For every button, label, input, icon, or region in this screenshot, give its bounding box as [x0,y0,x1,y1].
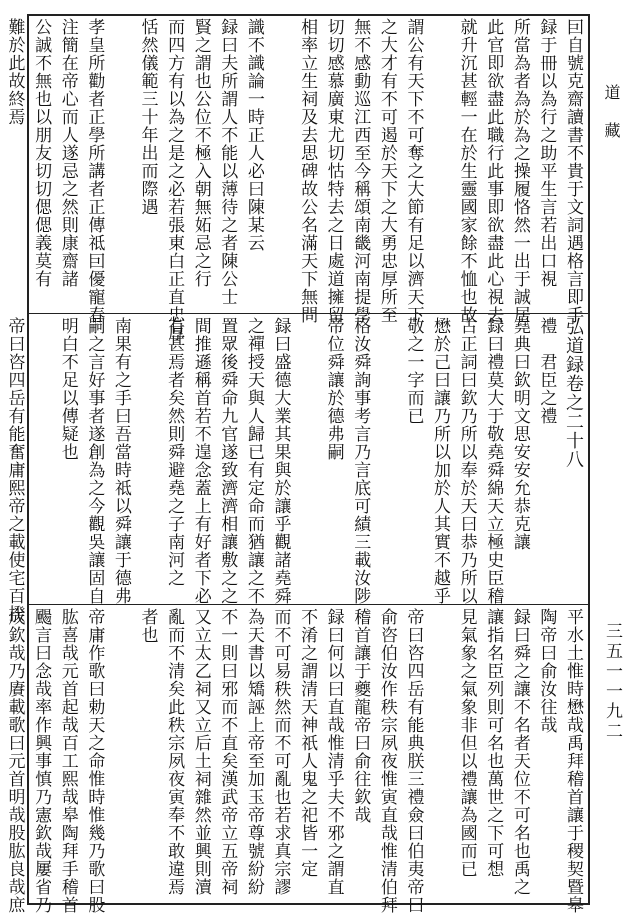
upper-text-columns [0,18,586,342]
upper-text-column: 相率立生祠及去思碑故公名滿天下無問 [297,18,318,324]
middle-text-columns [0,317,586,623]
middle-text-column: 敬之一字而已 [403,317,424,425]
upper-text-column: 孝皇所勸者正學所講者正傳祗囙優寵春 [84,18,105,324]
lower-text-column [107,608,134,901]
middle-text-column: 間推遜稱首若不遑念蓋上有好者下必 [190,317,211,605]
upper-text-column: 難於此故終焉 [4,18,25,126]
middle-text-column [28,317,55,601]
lower-text-column: 不一則曰邪而不直矣漢武帝立五帝祠 [217,608,238,896]
lower-text-panel [4,608,586,914]
upper-text-column: 無不感動巡江西至今稱頌南畿河南提學 [350,18,371,324]
middle-text-column: 格汝舜詢事考言乃言底可績三載汝陟 [350,317,371,605]
lower-text-column: 而不可易秩然而不可亂也若求真宗謬 [270,608,291,896]
middle-text-column: 堯典曰欽明文思安安允恭克讓 [509,317,530,551]
lower-text-column: 不淆之謂清天神祇人鬼之祀皆一定 [297,608,318,878]
lower-text-column: 又立太乙祠又立后土祠雜然並興則瀆 [190,608,211,896]
middle-text-column: 之禪授天與人歸已有定命而猶讓之不 [243,317,264,605]
upper-text-column: 此官即欲盡此職行此事即欲盡此心視去 [483,18,504,324]
middle-text-column [293,317,320,601]
middle-text-column: 古正詞曰欽乃所以奉於天曰恭乃所以 [456,317,477,605]
middle-text-column: 懋於己曰讓乃所以加於人其實不越乎 [430,317,451,605]
lower-text-column: 帝曰咨四岳有能典朕三禮僉曰伯夷帝曰 [403,608,424,914]
lower-text-column: 稽首讓于夔龍帝曰俞往欽哉 [350,608,371,824]
middle-text-column: 有甚焉者矣然則舜避堯之子南河之 [164,317,185,587]
upper-text-column: 謂公有天下不可奪之大節有足以濟天下 [403,18,424,324]
upper-text-column [267,18,294,310]
lower-text-columns [1,608,586,914]
lower-text-column: 讓指名臣列則可名也萬世之下可想 [483,608,504,878]
upper-text-column: 注簡在帝心而人遂忌之然則康齋諸 [57,18,78,288]
lower-text-column: 颺言曰念哉率作興事慎乃憲欽哉屢省乃 [31,608,52,914]
upper-text-column [426,18,453,310]
upper-text-column: 之大才有不可遏於天下之大勇忠厚所至 [376,18,397,324]
middle-text-column: 録曰禮莫大于敬堯舜綿天立極史臣稽 [483,317,504,605]
middle-text-column: 嗣之言好事者遂創為之今觀吳讓固自 [84,317,105,605]
upper-text-column: 恬然儀範三十年出而際遇 [137,18,158,216]
lower-text-column: 成欽哉乃賡載歌曰元首明哉股肱良哉庶 [4,608,25,914]
upper-text-column: 囙自號克齋讀書不貴于文詞遇格言即手 [563,18,583,324]
middle-text-column: 禮 君臣之禮 [536,317,557,425]
lower-text-column: 平水土惟時懋哉禹拜稽首讓于稷契暨皋 [563,608,583,914]
page-frame [4,14,590,914]
upper-text-column: 公誠不無也以朋友切切偲偲義莫有 [31,18,52,288]
lower-text-column: 帝庸作歌曰勅天之命惟時惟幾乃歌曰股 [84,608,105,914]
upper-text-column: 所當為者為於為之操履恪然一出于誠居 [509,18,530,324]
lower-text-column: 肱喜哉元首起哉百工熙哉皋陶拜手稽首 [57,608,78,914]
lower-text-column: 俞咨伯汝作秩宗夙夜惟寅直哉惟清伯拜 [376,608,397,914]
upper-text-column [107,18,134,310]
middle-text-column: 明白不足以傳疑也 [57,317,78,461]
lower-text-column: 為天書以矯誣上帝至加玉帝尊號紛紛 [243,608,264,896]
middle-text-column: 南果有之手曰吾當時祗以舜讓于德弗 [110,317,131,605]
upper-text-column: 而四方有以為之是之必若張東白正直忠厚 [164,18,185,342]
middle-text-column: 弘道録卷之二十八 [563,317,584,469]
middle-text-column: 置眾後舜命九官遂致濟濟相讓敷之之 [217,317,238,605]
middle-text-column: 録曰盛德大業其果與於讓乎觀諸堯舜 [270,317,291,605]
middle-text-column [373,317,400,601]
upper-text-column: 賢之謂也公位不極入朝無妬忌之行 [190,18,211,288]
upper-text-column: 録于冊以為行之助平生言若出口視 [536,18,557,288]
collection-label: 道藏 [602,84,621,160]
middle-text-column: 帝曰咨四岳有能奮庸熙帝之載使宅百揆 [4,317,25,623]
lower-text-column: 録曰舜之讓不名者天位不可名也禹之 [509,608,530,896]
lower-text-column: 者也 [137,608,158,644]
upper-text-column: 切切感慕廣東尤切怙特去之日處道擁留 [323,18,344,324]
lower-text-column [426,608,453,901]
upper-text-column: 識不識論一時正人必曰陳某云 [243,18,264,252]
upper-text-column: 録曰夫所謂人不能以薄待之者陳公士 [217,18,238,306]
lower-text-column: 見氣象之氣象非但以禮讓為國而已 [456,608,477,878]
lower-text-column: 亂而不清矣此秩宗夙夜寅奉不敢違焉 [164,608,185,896]
page-number: 三五一一九二 [602,622,622,742]
lower-text-column: 陶帝曰俞汝往哉 [536,608,557,734]
middle-text-panel [4,317,586,623]
middle-text-column: 帝位舜讓於德弗嗣 [323,317,344,461]
upper-text-column: 就升沉甚輕一在於生靈國家餘不恤也故 [456,18,477,324]
upper-text-panel [4,18,586,342]
lower-text-column: 録曰何以曰直哉惟清乎夫不邪之謂直 [323,608,344,896]
middle-text-column [134,317,161,601]
